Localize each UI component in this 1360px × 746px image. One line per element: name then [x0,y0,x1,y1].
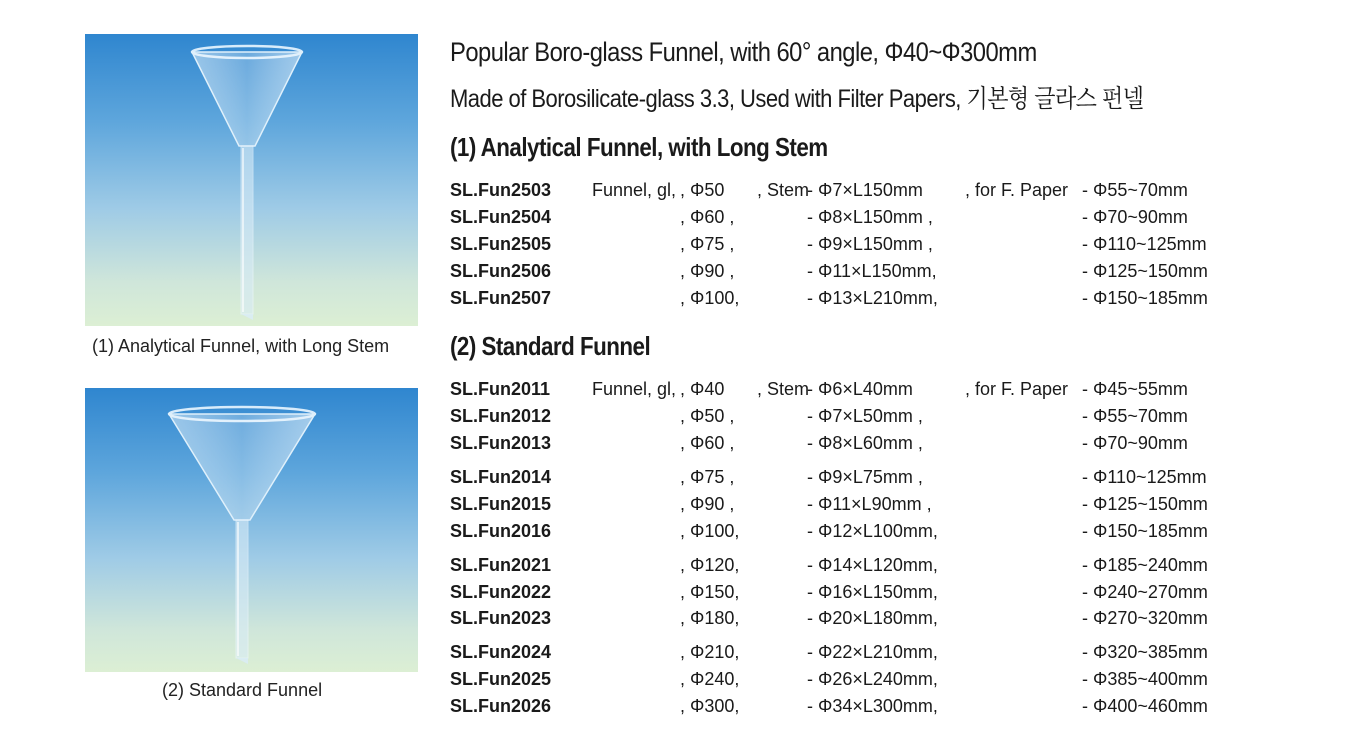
header-line-1: Popular Boro-glass Funnel, with 60° angle, Φ40~Φ300mm [450,37,1037,67]
cell-len: - Φ7×L50mm , [807,406,923,426]
cell-paper: - Φ70~90mm [1082,207,1188,227]
cell-code: SL.Fun2024 [450,642,552,662]
cell-paper: - Φ55~70mm [1082,406,1188,426]
cell-code: SL.Fun2022 [450,582,552,602]
cell-dia: , Φ75 , [680,467,735,487]
cell-len: - Φ8×L150mm , [807,207,933,227]
cell-len: - Φ11×L90mm , [807,494,932,514]
cell-len: - Φ6×L40mm [807,379,913,399]
cell-stem: , Stem [757,379,810,399]
cell-paper: - Φ125~150mm [1082,494,1208,514]
cell-code: SL.Fun2505 [450,234,552,254]
cell-paper: - Φ320~385mm [1082,642,1208,662]
cell-code: SL.Fun2507 [450,288,552,308]
cell-dia: , Φ90 , [680,261,735,281]
cell-paper: - Φ400~460mm [1082,696,1208,716]
cell-code: SL.Fun2026 [450,696,552,716]
cell-dia: , Φ40 [680,379,725,399]
standard-funnel-photo [85,388,418,672]
cell-dia: , Φ120, [680,555,740,575]
cell-for: , for F. Paper [965,379,1069,399]
cell-code: SL.Fun2021 [450,555,552,575]
header-line-2: Made of Borosilicate-glass 3.3, Used with Filter Papers, 기본형 글라스 펀넬 [450,85,1144,113]
cell-code: SL.Fun2011 [450,379,551,399]
cell-code: SL.Fun2023 [450,608,552,628]
section-title-analytical: (1) Analytical Funnel, with Long Stem [450,132,828,162]
cell-dia: , Φ50 , [680,406,735,426]
cell-len: - Φ14×L120mm, [807,555,938,575]
cell-len: - Φ11×L150mm, [807,261,937,281]
cell-len: - Φ16×L150mm, [807,582,938,602]
cell-dia: , Φ100, [680,288,740,308]
section-title-standard: (2) Standard Funnel [450,331,651,361]
cell-len: - Φ13×L210mm, [807,288,938,308]
cell-paper: - Φ70~90mm [1082,433,1188,453]
cell-paper: - Φ110~125mm [1082,467,1207,487]
cell-paper: - Φ385~400mm [1082,669,1208,689]
cell-code: SL.Fun2013 [450,433,552,453]
cell-dia: , Φ60 , [680,207,735,227]
cell-paper: - Φ270~320mm [1082,608,1208,628]
cell-dia: , Φ60 , [680,433,735,453]
cell-dia: , Φ210, [680,642,740,662]
cell-code: SL.Fun2025 [450,669,552,689]
cell-paper: - Φ150~185mm [1082,288,1208,308]
cell-len: - Φ12×L100mm, [807,521,938,541]
cell-dia: , Φ75 , [680,234,735,254]
cell-code: SL.Fun2014 [450,467,552,487]
cell-len: - Φ9×L150mm , [807,234,933,254]
analytical-funnel-photo [85,34,418,326]
cell-len: - Φ8×L60mm , [807,433,923,453]
cell-code: SL.Fun2012 [450,406,552,426]
cell-paper: - Φ185~240mm [1082,555,1208,575]
cell-len: - Φ26×L240mm, [807,669,938,689]
cell-funnel: Funnel, gl, [592,379,677,399]
cell-funnel: Funnel, gl, [592,180,677,200]
cell-dia: , Φ180, [680,608,740,628]
cell-len: - Φ34×L300mm, [807,696,938,716]
cell-paper: - Φ55~70mm [1082,180,1188,200]
standard-funnel-caption: (2) Standard Funnel [162,680,323,700]
cell-dia: , Φ240, [680,669,740,689]
cell-dia: , Φ100, [680,521,740,541]
cell-paper: - Φ125~150mm [1082,261,1208,281]
cell-code: SL.Fun2015 [450,494,552,514]
cell-paper: - Φ45~55mm [1082,379,1188,399]
cell-dia: , Φ50 [680,180,725,200]
cell-code: SL.Fun2504 [450,207,552,227]
cell-len: - Φ7×L150mm [807,180,923,200]
cell-paper: - Φ240~270mm [1082,582,1208,602]
cell-len: - Φ22×L210mm, [807,642,938,662]
cell-code: SL.Fun2503 [450,180,552,200]
cell-code: SL.Fun2506 [450,261,552,281]
analytical-funnel-caption: (1) Analytical Funnel, with Long Stem [92,336,390,356]
cell-paper: - Φ110~125mm [1082,234,1207,254]
cell-dia: , Φ90 , [680,494,735,514]
cell-for: , for F. Paper [965,180,1069,200]
cell-dia: , Φ150, [680,582,740,602]
cell-len: - Φ9×L75mm , [807,467,923,487]
cell-len: - Φ20×L180mm, [807,608,938,628]
cell-dia: , Φ300, [680,696,740,716]
cell-code: SL.Fun2016 [450,521,552,541]
cell-stem: , Stem [757,180,810,200]
cell-paper: - Φ150~185mm [1082,521,1208,541]
